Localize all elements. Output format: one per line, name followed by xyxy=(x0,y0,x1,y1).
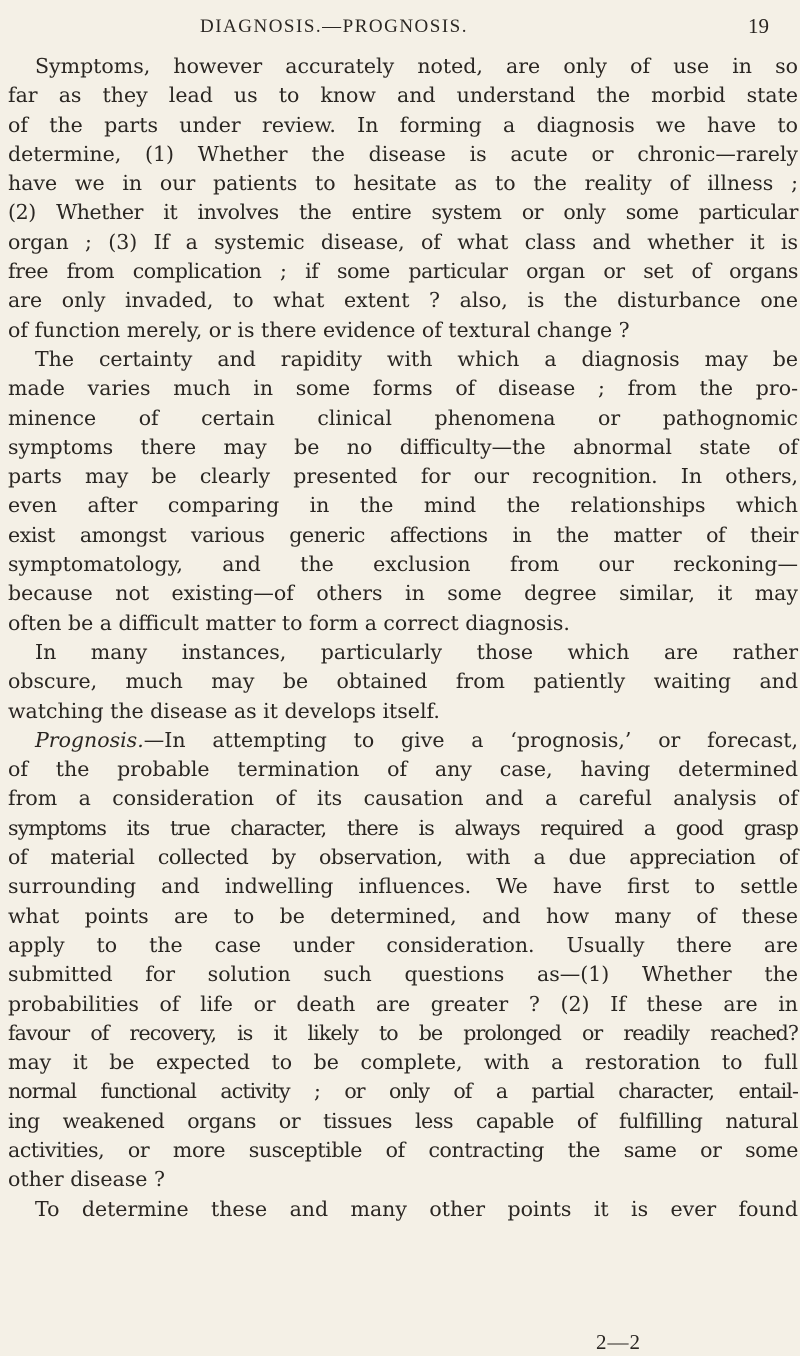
running-title: DIAGNOSIS.—PROGNOSIS. xyxy=(200,16,468,37)
text-line: far as they lead us to know and understand the morbid state xyxy=(8,83,798,108)
text-line: of the probable termination of any case, having determined xyxy=(8,757,798,782)
text-line: made varies much in some forms of disease ; from the pro- xyxy=(8,376,798,401)
text-line: In many instances, particularly those which are rather xyxy=(35,639,798,664)
text-line: submitted for solution such questions as—(1) Whether the xyxy=(8,962,798,987)
text-line: symptomatology, and the exclusion from our reckoning— xyxy=(8,552,798,577)
running-head xyxy=(0,8,800,48)
text-line: ing weakened organs or tissues less capable of fulfilling natural xyxy=(8,1108,798,1133)
text-line: The certainty and rapidity with which a diagnosis may be xyxy=(35,346,798,371)
text-line: watching the disease as it develops itself. xyxy=(8,698,440,723)
text-line: probabilities of life or death are greater ? (2) If these are in xyxy=(8,991,798,1016)
text-line: of material collected by observation, with a due appreciation of xyxy=(8,845,798,870)
page-number: 19 xyxy=(748,14,769,38)
text-line: organ ; (3) If a systemic disease, of what class and whether it is xyxy=(8,229,798,254)
text-line: often be a difficult matter to form a correct diagnosis. xyxy=(8,610,570,635)
text-line: To determine these and many other points it is ever found xyxy=(35,1196,798,1221)
signature-mark: 2—2 xyxy=(596,1330,641,1354)
text-line: normal functional activity ; or only of a partial character, entail- xyxy=(8,1079,798,1104)
text-line: what points are to be determined, and how many of these xyxy=(8,903,798,928)
text-line: symptoms there may be no difficulty—the abnormal state of xyxy=(8,434,798,459)
text-line: (2) Whether it involves the entire system or only some particular xyxy=(8,200,798,225)
text-line: may it be expected to be complete, with a restoration to full xyxy=(8,1050,798,1075)
text-line: determine, (1) Whether the disease is acute or chronic—rarely xyxy=(8,141,798,166)
text-line: minence of certain clinical phenomena or pathognomic xyxy=(8,405,798,430)
text-line: have we in our patients to hesitate as to the reality of illness ; xyxy=(8,171,798,196)
text-line: of the parts under review. In forming a diagnosis we have to xyxy=(8,112,798,137)
text-line: favour of recovery, is it likely to be prolonged or readily reached? xyxy=(8,1020,798,1045)
text-line: parts may be clearly presented for our recognition. In others, xyxy=(8,464,798,489)
text-line: activities, or more susceptible of contracting the same or some xyxy=(8,1137,798,1162)
text-line: other disease ? xyxy=(8,1167,165,1192)
body-text xyxy=(8,52,798,1224)
text-line: Symptoms, however accurately noted, are only of use in so xyxy=(35,54,798,78)
text-line: even after comparing in the mind the relationships which xyxy=(8,493,798,518)
text-line: of function merely, or is there evidence of textural change ? xyxy=(8,317,630,342)
text-line: apply to the case under consideration. Usually there are xyxy=(8,932,798,957)
text-line: —In attempting to give a ‘prognosis,’ or forecast, xyxy=(143,727,798,752)
text-line: because not existing—of others in some degree similar, it may xyxy=(8,581,798,606)
text-line: surrounding and indwelling influences. We have first to settle xyxy=(8,874,798,899)
text-line: from a consideration of its causation and a careful analysis of xyxy=(8,786,798,811)
text-line: obscure, much may be obtained from patiently waiting and xyxy=(8,669,798,694)
prognosis-heading: Prognosis. xyxy=(35,727,144,752)
text-line: free from complication ; if some particular organ or set of organs xyxy=(8,259,798,284)
text-line: exist amongst various generic affections in the matter of their xyxy=(8,522,798,547)
text-line: symptoms its true character, there is always required a good grasp xyxy=(8,815,798,840)
prognosis-paragraph-start xyxy=(8,726,798,755)
text-line: are only invaded, to what extent ? also, is the disturbance one xyxy=(8,288,798,313)
